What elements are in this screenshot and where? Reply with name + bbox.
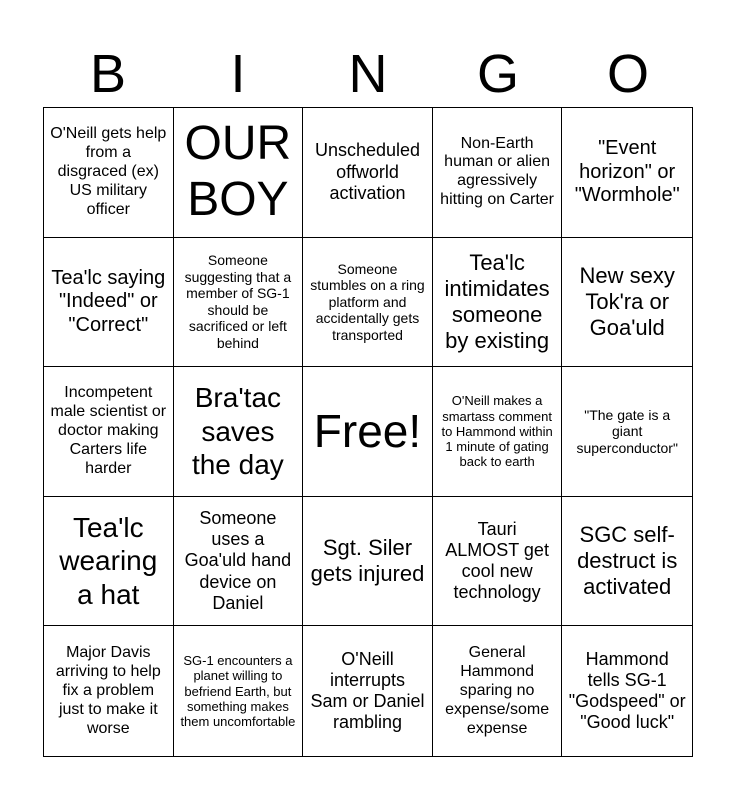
bingo-cell[interactable]: O'Neill gets help from a disgraced (ex) US military officer (44, 108, 174, 238)
bingo-cell[interactable]: SG-1 encounters a planet willing to befriend Earth, but something makes them uncomfortable (174, 626, 304, 756)
bingo-cell[interactable]: Tauri ALMOST get cool new technology (433, 497, 563, 627)
bingo-cell[interactable]: "Event horizon" or "Wormhole" (562, 108, 692, 238)
free-space[interactable]: Free! (303, 367, 433, 497)
bingo-cell[interactable]: New sexy Tok'ra or Goa'uld (562, 238, 692, 368)
bingo-cell[interactable]: Major Davis arriving to help fix a problem just to make it worse (44, 626, 174, 756)
bingo-cell[interactable]: Someone uses a Goa'uld hand device on Daniel (174, 497, 304, 627)
bingo-cell[interactable]: Tea'lc wearing a hat (44, 497, 174, 627)
bingo-cell[interactable]: SGC self-destruct is activated (562, 497, 692, 627)
bingo-cell[interactable]: Someone suggesting that a member of SG-1 should be sacrificed or left behind (174, 238, 304, 368)
bingo-cell[interactable]: Unscheduled offworld activation (303, 108, 433, 238)
header-letter-n: N (348, 44, 388, 104)
bingo-cell[interactable]: O'Neill interrupts Sam or Daniel rambling (303, 626, 433, 756)
bingo-cell[interactable]: Sgt. Siler gets injured (303, 497, 433, 627)
bingo-header (43, 40, 693, 108)
header-letter-i: I (230, 44, 246, 104)
bingo-cell[interactable]: O'Neill makes a smartass comment to Hammond within 1 minute of gating back to earth (433, 367, 563, 497)
bingo-cell[interactable]: OUR BOY (174, 108, 304, 238)
bingo-cell[interactable]: Someone stumbles on a ring platform and accidentally gets transported (303, 238, 433, 368)
header-letter-g: G (476, 44, 519, 104)
bingo-grid (43, 107, 693, 757)
bingo-cell[interactable]: General Hammond sparing no expense/some expense (433, 626, 563, 756)
header-letter-o: O (606, 44, 649, 104)
bingo-cell[interactable]: Hammond tells SG-1 "Godspeed" or "Good luck" (568, 648, 686, 733)
bingo-cell[interactable]: "The gate is a giant superconductor" (562, 367, 692, 497)
bingo-cell[interactable]: Bra'tac saves the day (174, 367, 304, 497)
header-letter-b: B (89, 44, 127, 104)
bingo-cell[interactable]: Incompetent male scientist or doctor making Carters life harder (44, 367, 174, 497)
bingo-cell[interactable]: Non-Earth human or alien agressively hitting on Carter (433, 108, 563, 238)
bingo-cell[interactable]: Tea'lc intimidates someone by existing (433, 238, 563, 368)
bingo-cell[interactable]: Tea'lc saying "Indeed" or "Correct" (44, 238, 174, 368)
